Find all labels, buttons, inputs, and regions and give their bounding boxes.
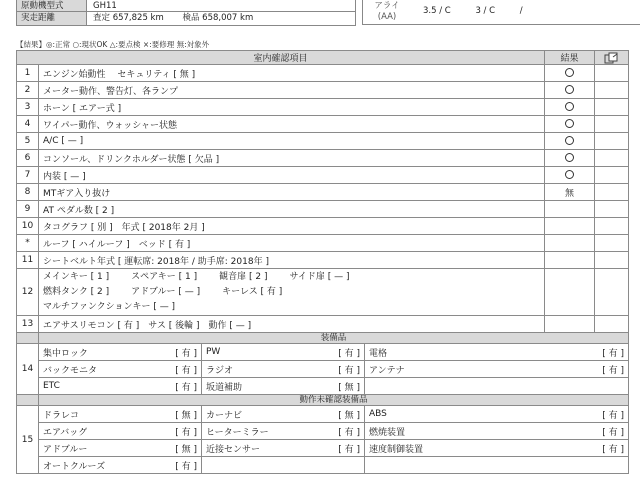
item-extra: [595, 99, 629, 116]
equipment-cell: [39, 361, 202, 378]
equipment-cell-inner: [369, 363, 624, 376]
equipment-value: [ 無 ]: [175, 410, 197, 421]
alignment-block: [362, 0, 640, 25]
equipment-cell: [202, 457, 365, 474]
result-header: 結果: [545, 51, 595, 65]
equipment-value: [ 有 ]: [338, 348, 360, 359]
item-result: [545, 218, 595, 235]
item-extra: [595, 201, 629, 218]
equipment-value: [ 有 ]: [175, 382, 197, 393]
equipment-cell: [365, 378, 629, 395]
alignment-value: 3.5 / C: [423, 6, 451, 16]
item-extra: [595, 218, 629, 235]
item-result: [545, 269, 595, 316]
section-spacer: [17, 333, 39, 344]
equipment-value: [ 有 ]: [602, 444, 625, 455]
equipment-cell: [365, 423, 629, 440]
mileage-row: [17, 12, 355, 25]
equipment-cell: [202, 361, 365, 378]
item-text: 内装 [ — ]: [39, 167, 545, 184]
equipment-row: [17, 361, 629, 378]
equipment-cell: [365, 440, 629, 457]
keys-line: マルチファンクションキー [ — ]: [43, 302, 176, 312]
copy-button[interactable]: [595, 51, 629, 65]
alignment-value: 3 / C: [475, 6, 496, 16]
key-item: サイド扉 [ — ]: [289, 272, 350, 282]
equipment-cell: [202, 378, 365, 395]
equipment-label: ヒーターミラー: [206, 427, 269, 438]
circle-mark-icon: [565, 85, 574, 94]
equipment-label: 電格: [369, 348, 388, 359]
item-text: ワイパー動作、ウォッシャー状態: [39, 116, 545, 133]
mileage-label: 実走距離: [17, 12, 87, 25]
key-item: スペアキー [ 1 ]: [131, 272, 198, 282]
equipment-cell-inner: [206, 363, 360, 376]
equipment-value: [ 無 ]: [175, 444, 197, 455]
equipment-value: [ 有 ]: [338, 427, 360, 438]
equipment-cell-inner: [206, 408, 360, 421]
item-number: 11: [17, 252, 39, 269]
item-number: 7: [17, 167, 39, 184]
equipment-value: [ 有 ]: [602, 348, 625, 359]
equipment-cell-inner: [206, 380, 360, 393]
equipment-cell: [39, 457, 202, 474]
item-number: 1: [17, 65, 39, 82]
equipment-label: ETC: [43, 381, 60, 391]
equipment-cell-inner: [206, 425, 360, 438]
equipment-cell: [365, 344, 629, 361]
equipment-value: [ 有 ]: [175, 427, 197, 438]
equipment-value: [ 無 ]: [338, 382, 360, 393]
mileage-check: 検品 658,007 km: [182, 13, 254, 23]
item-number: 5: [17, 133, 39, 150]
table-row: [17, 269, 629, 316]
item-extra: [595, 167, 629, 184]
item-text: A/C [ — ]: [39, 133, 545, 150]
table-title: 室内確認項目: [17, 51, 545, 65]
table-row: [17, 218, 629, 235]
equipment-value: [ 有 ]: [338, 365, 360, 376]
key-item: アドブルー [ — ]: [131, 287, 201, 297]
table-row: [17, 99, 629, 116]
item-extra: [595, 252, 629, 269]
item-result: [545, 116, 595, 133]
item-extra: [595, 150, 629, 167]
equipment-cell-inner: [43, 346, 197, 359]
equipment-cell-inner: [43, 442, 197, 455]
item-result: [545, 167, 595, 184]
item-result: [545, 316, 595, 333]
equipment-value: [ 有 ]: [602, 427, 625, 438]
item-extra: [595, 184, 629, 201]
item-number: 8: [17, 184, 39, 201]
table-row: [17, 235, 629, 252]
item-extra: [595, 82, 629, 99]
item-number: 15: [17, 406, 39, 474]
equipment-cell-inner: [369, 442, 624, 455]
interior-check-table: [16, 50, 629, 474]
item-number: 6: [17, 150, 39, 167]
item-result: [545, 252, 595, 269]
section-header-row: [17, 333, 629, 344]
equipment-cell-inner: [43, 363, 197, 376]
equipment-row: [17, 344, 629, 361]
item-number: 2: [17, 82, 39, 99]
equipment-row: [17, 378, 629, 395]
item-number: *: [17, 235, 39, 252]
key-item: キーレス [ 有 ]: [222, 287, 283, 297]
item-text: メーター動作、警告灯、各ランプ: [39, 82, 545, 99]
equipment-label: 近接センサー: [206, 444, 261, 455]
item-result: [545, 235, 595, 252]
table-row: [17, 184, 629, 201]
table-row: [17, 201, 629, 218]
item-text: ルーフ [ ハイルーフ ] ベッド [ 有 ]: [39, 235, 545, 252]
key-item: 観音扉 [ 2 ]: [219, 272, 268, 282]
item-text: シートベルト年式 [ 運転席: 2018年 / 助手席: 2018年 ]: [39, 252, 545, 269]
alignment-value: /: [519, 6, 523, 16]
equipment-cell-inner: [206, 346, 360, 359]
section-title: 装備品: [39, 333, 629, 344]
item-result: [545, 201, 595, 218]
table-body: [17, 51, 629, 474]
equipment-cell: [39, 344, 202, 361]
item-number: 3: [17, 99, 39, 116]
equipment-row: [17, 457, 629, 474]
equipment-cell: [202, 440, 365, 457]
item-number: 14: [17, 344, 39, 395]
table-row: [17, 316, 629, 333]
equipment-cell: [39, 440, 202, 457]
equipment-cell: [39, 378, 202, 395]
equipment-cell: [202, 423, 365, 440]
equipment-row: [17, 440, 629, 457]
circle-mark-icon: [565, 102, 574, 111]
circle-mark-icon: [565, 136, 574, 145]
key-item: 燃料タンク [ 2 ]: [43, 287, 110, 297]
mileage-inspect: 査定 657,825 km: [93, 13, 164, 23]
equipment-value: [ 無 ]: [338, 410, 360, 421]
key-item: メインキー [ 1 ]: [43, 272, 110, 282]
equipment-label: ラジオ: [206, 365, 234, 376]
item-extra: [595, 116, 629, 133]
section-header-row: [17, 395, 629, 406]
equipment-label: 集中ロック: [43, 348, 88, 359]
table-row: [17, 82, 629, 99]
item-text: タコグラフ [ 別 ] 年式 [ 2018年 2月 ]: [39, 218, 545, 235]
equipment-value: [ 有 ]: [602, 365, 625, 376]
table-row: [17, 252, 629, 269]
equipment-cell-inner: [43, 380, 197, 393]
item-text: エンジン始動性 セキュリティ [ 無 ]: [39, 65, 545, 82]
equipment-label: ドラレコ: [43, 410, 80, 421]
item-result: [545, 82, 595, 99]
item-result: [545, 99, 595, 116]
item-number: 4: [17, 116, 39, 133]
equipment-cell-inner: [369, 425, 624, 438]
item-result: [545, 65, 595, 82]
item-extra: [595, 65, 629, 82]
alignment-label-line2: (AA): [377, 12, 397, 22]
section-title: 動作未確認装備品: [39, 395, 629, 406]
equipment-cell-inner: [43, 408, 197, 421]
item-extra: [595, 133, 629, 150]
engine-label: 原動機型式: [17, 0, 87, 11]
circle-mark-icon: [565, 153, 574, 162]
item-text: MTギア入り抜け: [39, 184, 545, 201]
item-result: [545, 133, 595, 150]
table-header-row: [17, 51, 629, 65]
item-text: AT ペダル数 [ 2 ]: [39, 201, 545, 218]
circle-mark-icon: [565, 68, 574, 77]
engine-value: GH11: [93, 1, 117, 11]
keys-line: [43, 285, 540, 300]
table-row: [17, 65, 629, 82]
item-extra: [595, 235, 629, 252]
equipment-label: PW: [206, 347, 221, 357]
copy-icon: [604, 52, 620, 64]
item-text: エアサスリモコン [ 有 ] サス [ 後輪 ] 動作 [ — ]: [39, 316, 545, 333]
equipment-cell-inner: [369, 408, 624, 421]
equipment-label: 速度制御装置: [369, 444, 424, 455]
item-extra: [595, 316, 629, 333]
circle-mark-icon: [565, 170, 574, 179]
keys-line: [43, 270, 540, 285]
table-row: [17, 150, 629, 167]
equipment-cell-inner: [206, 442, 360, 455]
alignment-label: [367, 1, 407, 23]
equipment-label: カーナビ: [206, 410, 243, 421]
equipment-label: バックモニタ: [43, 365, 98, 376]
equipment-label: オートクルーズ: [43, 461, 106, 472]
table-row: [17, 133, 629, 150]
equipment-value: [ 有 ]: [338, 444, 360, 455]
engine-row: [17, 0, 355, 12]
equipment-cell: [202, 406, 365, 423]
equipment-label: 燃焼装置: [369, 427, 406, 438]
equipment-cell-inner: [43, 459, 197, 472]
equipment-cell: [39, 406, 202, 423]
circle-mark-icon: [565, 119, 574, 128]
item-number: 9: [17, 201, 39, 218]
equipment-cell: [202, 344, 365, 361]
equipment-row: [17, 423, 629, 440]
item-text-keys: [39, 269, 545, 316]
equipment-value: [ 有 ]: [175, 461, 197, 472]
item-result: [545, 150, 595, 167]
equipment-label: ABS: [369, 409, 387, 419]
equipment-label: アンテナ: [369, 365, 405, 376]
table-row: [17, 167, 629, 184]
item-extra: [595, 269, 629, 316]
item-number: 13: [17, 316, 39, 333]
alignment-label-line1: アライ: [374, 1, 400, 11]
equipment-value: [ 有 ]: [175, 365, 197, 376]
equipment-row: [17, 406, 629, 423]
section-spacer: [17, 395, 39, 406]
alignment-values: [423, 6, 545, 16]
vehicle-info-block: [16, 0, 356, 26]
equipment-cell-inner: [369, 346, 624, 359]
table-row: [17, 116, 629, 133]
equipment-label: エアバッグ: [43, 427, 88, 438]
equipment-cell: [365, 457, 629, 474]
equipment-label: 坂道補助: [206, 382, 243, 393]
equipment-cell: [365, 406, 629, 423]
item-number: 10: [17, 218, 39, 235]
item-number: 12: [17, 269, 39, 316]
equipment-value: [ 有 ]: [602, 410, 625, 421]
mileage-values: [87, 12, 355, 25]
equipment-cell: [365, 361, 629, 378]
result-legend: 【結果】◎:正常 ○:現状OK △:要点検 ×:要修理 無:対象外: [16, 40, 210, 49]
item-text: ホーン [ エアー式 ]: [39, 99, 545, 116]
item-result: 無: [545, 184, 595, 201]
equipment-cell-inner: [43, 425, 197, 438]
equipment-value: [ 有 ]: [175, 348, 197, 359]
equipment-cell: [39, 423, 202, 440]
item-text: コンソール、ドリンクホルダー状態 [ 欠品 ]: [39, 150, 545, 167]
equipment-label: アドブルー: [43, 444, 88, 455]
